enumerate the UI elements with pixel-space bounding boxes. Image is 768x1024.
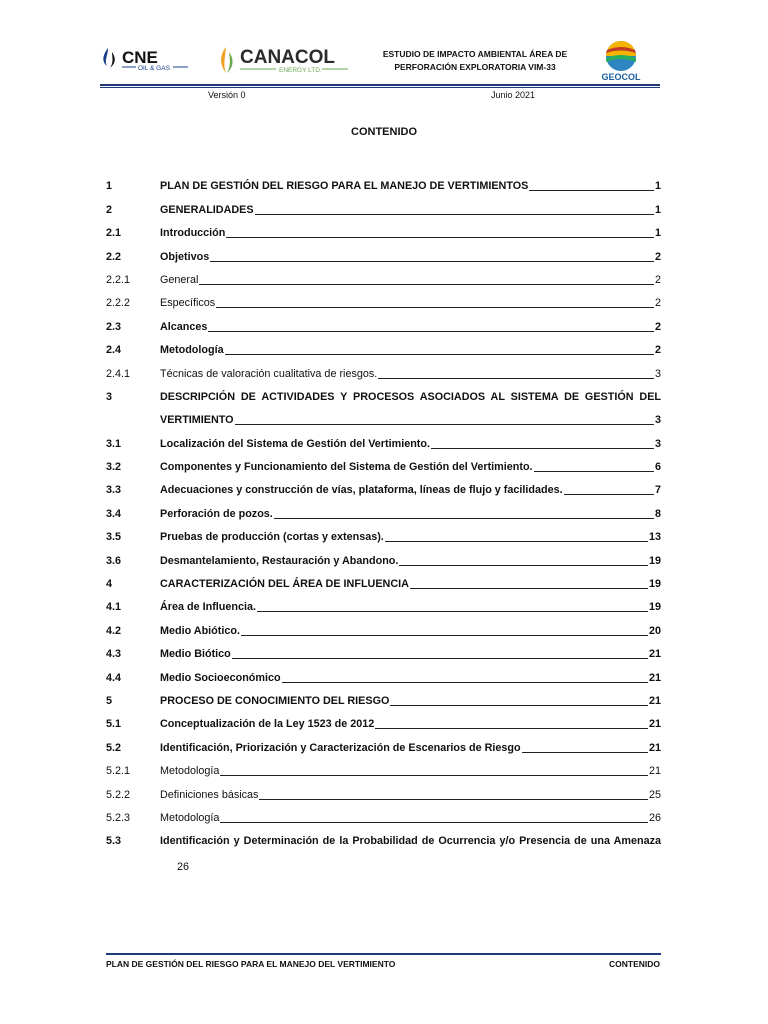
- canacol-logo-name: CANACOL: [240, 47, 335, 68]
- toc-entry-title: Metodología: [160, 344, 224, 357]
- footer-document-title: PLAN DE GESTIÓN DEL RIESGO PARA EL MANEJO DEL VERTIMIENTO: [106, 959, 396, 969]
- toc-entry-page: 26: [648, 811, 661, 824]
- toc-entry-title: Desmantelamiento, Restauración y Abandono.: [160, 554, 399, 567]
- toc-entry-number: 5.2.3: [106, 811, 131, 824]
- toc-entry-title: Área de Influencia.: [160, 601, 257, 614]
- toc-entry[interactable]: [106, 661, 661, 684]
- toc-entry-number: 3.6: [106, 554, 122, 567]
- toc-entry-title: DESCRIPCIÓN DE ACTIVIDADES Y PROCESOS ASOCIADOS AL SISTEMA DE GESTIÓN DEL: [160, 390, 661, 403]
- study-title: [370, 48, 580, 74]
- toc-entry-number: 5.1: [106, 718, 122, 731]
- toc-entry-leader: [255, 213, 654, 215]
- toc-entry-page: 3: [654, 414, 661, 427]
- canacol-logo: [216, 43, 356, 77]
- geocol-logo-name: GEOCOL: [601, 72, 641, 82]
- toc-entry[interactable]: [106, 474, 661, 497]
- toc-entry-leader: [210, 260, 654, 262]
- toc-entry[interactable]: [106, 568, 661, 591]
- toc-entry[interactable]: [106, 287, 661, 310]
- toc-entry-number: 3.2: [106, 461, 122, 474]
- toc-entry[interactable]: [106, 778, 661, 801]
- toc-entry-leader: [282, 681, 648, 683]
- toc-entry-number: 5.3: [106, 835, 122, 848]
- toc-entry-page: 6: [654, 461, 661, 474]
- toc-entry-number: 3.3: [106, 484, 122, 497]
- toc-entry[interactable]: [106, 451, 661, 474]
- toc-entry[interactable]: [106, 497, 661, 520]
- toc-entry[interactable]: [106, 193, 661, 216]
- toc-entry[interactable]: [106, 521, 661, 544]
- table-of-contents: [106, 170, 661, 848]
- toc-entry-number: 3.4: [106, 507, 122, 520]
- toc-heading: CONTENIDO: [351, 126, 417, 138]
- toc-entry-page: 21: [648, 671, 661, 684]
- toc-entry-page: 19: [648, 601, 661, 614]
- toc-entry-page: 2: [654, 344, 661, 357]
- toc-entry-page: 2: [654, 273, 661, 286]
- toc-entry[interactable]: [106, 217, 661, 240]
- date-label: Junio 2021: [491, 90, 536, 100]
- toc-entry-page: 7: [654, 484, 661, 497]
- toc-entry-page: 25: [648, 788, 661, 801]
- geocol-logo: [596, 38, 646, 86]
- toc-entry-leader: [208, 330, 654, 332]
- toc-entry-title: Metodología: [160, 765, 220, 778]
- toc-entry-leader: [220, 821, 648, 823]
- toc-entry-page: 8: [654, 507, 661, 520]
- toc-entry-page: 13: [648, 531, 661, 544]
- toc-entry-page: 1: [654, 180, 661, 193]
- toc-entry[interactable]: [106, 240, 661, 263]
- toc-entry-title: Pruebas de producción (cortas y extensas).: [160, 531, 384, 544]
- toc-entry-leader: [259, 798, 648, 800]
- footer-section-name: CONTENIDO: [609, 959, 660, 969]
- toc-entry-number: 5: [106, 694, 113, 707]
- toc-entry-number: 2.2: [106, 250, 122, 263]
- toc-entry-title: GENERALIDADES: [160, 203, 254, 216]
- canacol-logo-tagline: ENERGY LTD.: [279, 67, 322, 74]
- toc-entry[interactable]: [106, 357, 661, 380]
- toc-entry-page: 21: [648, 765, 661, 778]
- toc-entry-leader: [235, 423, 654, 425]
- toc-entry[interactable]: [106, 802, 661, 825]
- toc-entry-leader: [216, 306, 654, 308]
- toc-entry-number: 4.2: [106, 624, 122, 637]
- toc-entry[interactable]: [106, 310, 661, 333]
- toc-entry-title: PLAN DE GESTIÓN DEL RIESGO PARA EL MANEJO DE VERTIMIENTOS: [160, 180, 529, 193]
- toc-entry-leader: [241, 634, 648, 636]
- page-header: [100, 38, 660, 88]
- toc-entry-leader: [232, 657, 648, 659]
- toc-entry-leader: [257, 610, 648, 612]
- toc-entry[interactable]: [106, 334, 661, 357]
- toc-entry[interactable]: [106, 731, 661, 754]
- toc-entry-leader: [564, 493, 654, 495]
- toc-entry-number: 4: [106, 578, 113, 591]
- toc-entry-page: 21: [648, 648, 661, 661]
- toc-entry[interactable]: [106, 755, 661, 778]
- toc-entry-title: Medio Abiótico.: [160, 624, 240, 637]
- toc-entry[interactable]: [106, 591, 661, 614]
- toc-entry-page: 1: [654, 227, 661, 240]
- toc-entry-page: 3: [654, 367, 661, 380]
- toc-entry-number: 2.2.1: [106, 273, 131, 286]
- toc-entry-number: 2.1: [106, 227, 122, 240]
- toc-entry[interactable]: [106, 381, 661, 404]
- cne-logo-name: CNE: [122, 48, 158, 67]
- toc-entry-title: Medio Biótico: [160, 648, 231, 661]
- toc-entry-page: 1: [654, 203, 661, 216]
- toc-entry-title: Metodología: [160, 811, 220, 824]
- toc-entry-number: 5.2.1: [106, 765, 131, 778]
- continued-page-number: 26: [177, 861, 190, 873]
- toc-entry-title: General: [160, 273, 199, 286]
- toc-entry-leader: [199, 283, 654, 285]
- toc-entry-title: Alcances: [160, 320, 208, 333]
- toc-entry-number: 4.4: [106, 671, 122, 684]
- toc-entry-number: 2.2.2: [106, 297, 131, 310]
- toc-entry-title: Adecuaciones y construcción de vías, plataforma, líneas de flujo y facilidades.: [160, 484, 563, 497]
- toc-entry-title: Perforación de pozos.: [160, 507, 273, 520]
- cne-logo-tagline: OIL & GAS: [138, 65, 170, 72]
- toc-entry-number: 2.3: [106, 320, 122, 333]
- toc-entry-page: 2: [654, 297, 661, 310]
- toc-entry-page: 21: [648, 741, 661, 754]
- toc-entry-title: Identificación y Determinación de la Probabilidad de Ocurrencia y/o Presencia de una Amenaza: [160, 835, 661, 848]
- toc-entry-title: Conceptualización de la Ley 1523 de 2012: [160, 718, 375, 731]
- toc-entry-leader: [522, 751, 648, 753]
- toc-entry-title: Componentes y Funcionamiento del Sistema de Gestión del Vertimiento.: [160, 461, 533, 474]
- version-label: Versión 0: [208, 90, 246, 100]
- toc-entry-page: 2: [654, 250, 661, 263]
- toc-entry-leader: [534, 470, 654, 472]
- toc-entry[interactable]: [106, 638, 661, 661]
- toc-entry[interactable]: [106, 825, 661, 848]
- toc-entry-leader: [225, 353, 654, 355]
- toc-entry-page: 3: [654, 437, 661, 450]
- toc-entry-number: 4.3: [106, 648, 122, 661]
- toc-entry-page: 21: [648, 694, 661, 707]
- toc-entry-number: 3.1: [106, 437, 122, 450]
- toc-entry-page: 2: [654, 320, 661, 333]
- toc-entry[interactable]: [106, 170, 661, 193]
- toc-entry-page: 19: [648, 578, 661, 591]
- toc-entry-number: 5.2.2: [106, 788, 131, 801]
- header-rule: [100, 84, 660, 86]
- toc-entry-page: 19: [648, 554, 661, 567]
- toc-entry-title: Específicos: [160, 297, 216, 310]
- cne-logo: [100, 46, 200, 76]
- study-title-line1: ESTUDIO DE IMPACTO AMBIENTAL ÁREA DE: [382, 49, 568, 59]
- toc-entry[interactable]: [106, 427, 661, 450]
- toc-entry-number: 2.4: [106, 344, 122, 357]
- toc-entry-leader: [390, 704, 648, 706]
- toc-entry[interactable]: [106, 614, 661, 637]
- toc-entry-title: VERTIMIENTO: [160, 414, 234, 427]
- toc-entry-leader: [226, 236, 654, 238]
- toc-entry-leader: [375, 727, 648, 729]
- toc-entry-title: Técnicas de valoración cualitativa de riesgos.: [160, 367, 378, 380]
- toc-entry-leader: [274, 517, 654, 519]
- toc-entry-number: 5.2: [106, 741, 122, 754]
- toc-entry-title: Objetivos: [160, 250, 210, 263]
- study-title-line2: PERFORACIÓN EXPLORATORIA VIM-33: [394, 62, 556, 72]
- toc-entry-number: 2: [106, 203, 113, 216]
- footer-rule: [106, 953, 661, 955]
- toc-entry-title: Definiciones básicas: [160, 788, 259, 801]
- toc-entry-leader: [385, 540, 648, 542]
- toc-entry-page: 20: [648, 624, 661, 637]
- toc-entry-leader: [220, 774, 648, 776]
- toc-entry-number: 4.1: [106, 601, 122, 614]
- toc-entry-title: Introducción: [160, 227, 226, 240]
- toc-entry-leader: [431, 447, 654, 449]
- toc-entry-number: 3: [106, 390, 113, 403]
- toc-entry-leader: [529, 189, 654, 191]
- toc-entry-number: 3.5: [106, 531, 122, 544]
- toc-entry[interactable]: [106, 404, 661, 427]
- toc-entry-number: 2.4.1: [106, 367, 131, 380]
- toc-entry[interactable]: [106, 544, 661, 567]
- header-rule-thin: [100, 87, 660, 88]
- toc-entry-leader: [378, 377, 654, 379]
- toc-entry[interactable]: [106, 708, 661, 731]
- toc-entry-page: 21: [648, 718, 661, 731]
- toc-entry-title: CARACTERIZACIÓN DEL ÁREA DE INFLUENCIA: [160, 578, 409, 591]
- toc-entry-title: Identificación, Priorización y Caracterización de Escenarios de Riesgo: [160, 741, 521, 754]
- toc-entry-number: 1: [106, 180, 113, 193]
- toc-entry-title: Medio Socioeconómico: [160, 671, 281, 684]
- toc-entry[interactable]: [106, 264, 661, 287]
- toc-entry-leader: [399, 564, 648, 566]
- toc-entry-title: Localización del Sistema de Gestión del Vertimiento.: [160, 437, 430, 450]
- toc-entry[interactable]: [106, 685, 661, 708]
- toc-entry-leader: [410, 587, 648, 589]
- toc-entry-title: PROCESO DE CONOCIMIENTO DEL RIESGO: [160, 694, 390, 707]
